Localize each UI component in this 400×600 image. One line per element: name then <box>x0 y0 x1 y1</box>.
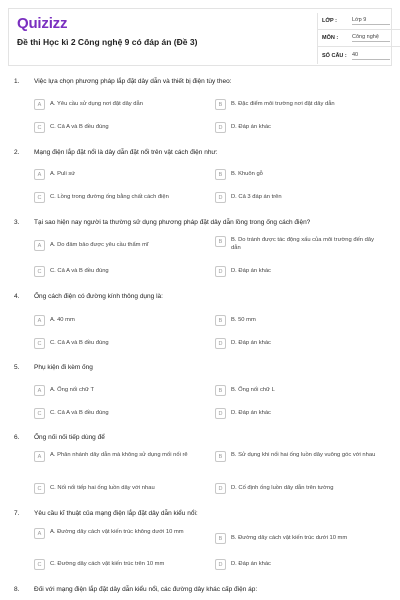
option-letter: C <box>34 408 45 419</box>
option-b[interactable] <box>215 98 385 111</box>
option-a[interactable] <box>34 314 204 327</box>
option-text: D. Đáp án khác <box>231 267 271 274</box>
option-text: B. Đặc điểm môi trường nơi đặt dây dẫn <box>231 100 335 107</box>
option-c[interactable] <box>34 407 204 420</box>
option-text: C. Nối nối tiếp hai ống luồn dây với nhau <box>50 484 155 491</box>
option-letter: C <box>34 338 45 349</box>
option-text: D. Đáp án khác <box>231 560 271 567</box>
option-d[interactable] <box>215 482 385 495</box>
quizizz-logo: Quizizz <box>17 15 68 32</box>
option-text: D. Cả 3 đáp án trên <box>231 193 282 200</box>
option-c[interactable] <box>34 265 204 278</box>
option-c[interactable] <box>34 482 204 495</box>
option-text: C. Cả A và B đều đúng <box>50 409 109 416</box>
question-text: Ống nối nối tiếp dùng để <box>34 434 105 441</box>
option-letter: A <box>34 528 45 539</box>
option-letter: B <box>215 236 226 247</box>
option-text: A. Puli sứ <box>50 170 76 177</box>
option-letter: C <box>34 559 45 570</box>
option-text: D. Đáp án khác <box>231 123 271 130</box>
question-text: Đối với mạng điện lắp đặt dây dẫn kiểu nổi, các đường dây khác cấp điện áp: <box>34 586 258 593</box>
option-text: C. Cả A và B đều đúng <box>50 123 109 130</box>
option-b[interactable] <box>215 532 385 545</box>
option-letter: B <box>215 99 226 110</box>
option-letter: C <box>34 483 45 494</box>
option-text: B. Do tránh được tác động xấu của môi trường đến dây dẫn <box>231 237 374 251</box>
option-c[interactable] <box>34 121 204 134</box>
option-b[interactable] <box>215 168 385 181</box>
option-text: B. Sử dụng khi nối hai ống luồn dây vuông góc với nhau <box>231 452 376 458</box>
option-c[interactable] <box>34 191 204 204</box>
option-letter: A <box>34 451 45 462</box>
option-text: D. Cố định ống luồn dây dẫn trên tường <box>231 484 334 491</box>
option-letter: A <box>34 99 45 110</box>
option-a[interactable] <box>34 528 204 548</box>
question-number: 6. <box>14 434 20 441</box>
option-b[interactable] <box>215 314 385 327</box>
option-letter: B <box>215 385 226 396</box>
option-letter: D <box>215 559 226 570</box>
option-text: C. Đường dây cách vật kiến trúc trên 10 mm <box>50 560 165 567</box>
question-text: Tại sao hiện nay người ta thường sử dụng phương pháp đặt dây dẫn lồng trong ống cách điện? <box>34 219 311 226</box>
option-a[interactable] <box>34 168 204 181</box>
option-text: C. Cả A và B đều đúng <box>50 339 109 346</box>
question-number: 4. <box>14 293 20 300</box>
option-c[interactable] <box>34 337 204 350</box>
option-text: C. Lồng trong đường ống bằng chất cách điện <box>50 193 169 200</box>
option-letter: B <box>215 451 226 462</box>
option-d[interactable] <box>215 337 385 350</box>
meta-key: MÔN : <box>322 35 339 41</box>
question-number: 3. <box>14 219 20 226</box>
option-text: A. Do đảm bảo được yêu cầu thẩm mĩ <box>50 241 149 248</box>
option-text: A. Yêu cầu sử dụng nơi đặt dây dẫn <box>50 100 143 107</box>
question-text: Ống cách điện có đường kính thông dụng là: <box>34 293 163 300</box>
meta-value: Công nghệ <box>352 34 390 42</box>
option-b[interactable] <box>215 384 385 397</box>
option-a[interactable] <box>34 384 204 397</box>
option-text: A. Đường dây cách vật kiến trúc không dưới 10 mm <box>50 529 184 535</box>
option-letter: D <box>215 408 226 419</box>
option-letter: C <box>34 192 45 203</box>
option-letter: C <box>34 266 45 277</box>
option-letter: B <box>215 315 226 326</box>
option-a[interactable] <box>34 451 204 471</box>
option-text: A. Ống nối chữ T <box>50 386 95 393</box>
meta-value: Lớp 9 <box>352 17 390 25</box>
question-number: 5. <box>14 364 20 371</box>
option-letter: A <box>34 240 45 251</box>
question-number: 8. <box>14 586 20 593</box>
question-number: 7. <box>14 510 20 517</box>
option-text: D. Đáp án khác <box>231 339 271 346</box>
option-d[interactable] <box>215 265 385 278</box>
option-letter: D <box>215 483 226 494</box>
question-text: Phụ kiện đi kèm ống <box>34 364 93 371</box>
option-letter: A <box>34 169 45 180</box>
document-title: Đề thi Học kì 2 Công nghệ 9 có đáp án (Đề 3) <box>17 37 198 47</box>
meta-key: LỚP : <box>322 18 337 24</box>
question-text: Yêu cầu kĩ thuật của mạng điện lắp đặt dây dẫn kiểu nổi: <box>34 510 198 517</box>
option-d[interactable] <box>215 191 385 204</box>
option-text: D. Đáp án khác <box>231 409 271 416</box>
option-d[interactable] <box>215 121 385 134</box>
option-a[interactable] <box>34 98 204 111</box>
meta-value: 40 <box>352 52 390 60</box>
option-text: B. Khuôn gỗ <box>231 170 263 177</box>
option-b[interactable] <box>215 236 385 256</box>
option-letter: A <box>34 385 45 396</box>
option-letter: D <box>215 192 226 203</box>
option-letter: A <box>34 315 45 326</box>
meta-row-class <box>318 13 400 30</box>
meta-key: SỐ CÂU : <box>322 52 347 59</box>
option-text: B. 50 mm <box>231 316 256 323</box>
option-letter: B <box>215 169 226 180</box>
meta-table <box>317 13 400 64</box>
question-text: Mạng điện lắp đặt nổi là dây dẫn đặt nổi trên vật cách điện như: <box>34 149 218 156</box>
option-letter: D <box>215 338 226 349</box>
option-d[interactable] <box>215 558 385 571</box>
question-number: 2. <box>14 149 20 156</box>
option-text: B. Ống nối chữ L <box>231 386 275 393</box>
meta-row-count <box>318 47 400 64</box>
quiz-header <box>8 8 392 66</box>
option-letter: B <box>215 533 226 544</box>
option-text: A. Phân nhánh dây dẫn mà không sử dụng mối nối rẽ <box>50 452 188 458</box>
option-a[interactable] <box>34 239 204 252</box>
question-text: Việc lựa chọn phương pháp lắp đặt dây dẫn và thiết bị điện tùy theo: <box>34 78 232 85</box>
option-c[interactable] <box>34 558 204 571</box>
option-text: C. Cả A và B đều đúng <box>50 267 109 274</box>
question-number: 1. <box>14 78 20 85</box>
option-text: B. Đường dây cách vật kiến trúc dưới 10 mm <box>231 534 348 541</box>
option-b[interactable] <box>215 451 385 471</box>
option-letter: C <box>34 122 45 133</box>
option-d[interactable] <box>215 407 385 420</box>
option-text: A. 40 mm <box>50 316 75 323</box>
option-letter: D <box>215 122 226 133</box>
meta-row-subject <box>318 30 400 47</box>
option-letter: D <box>215 266 226 277</box>
